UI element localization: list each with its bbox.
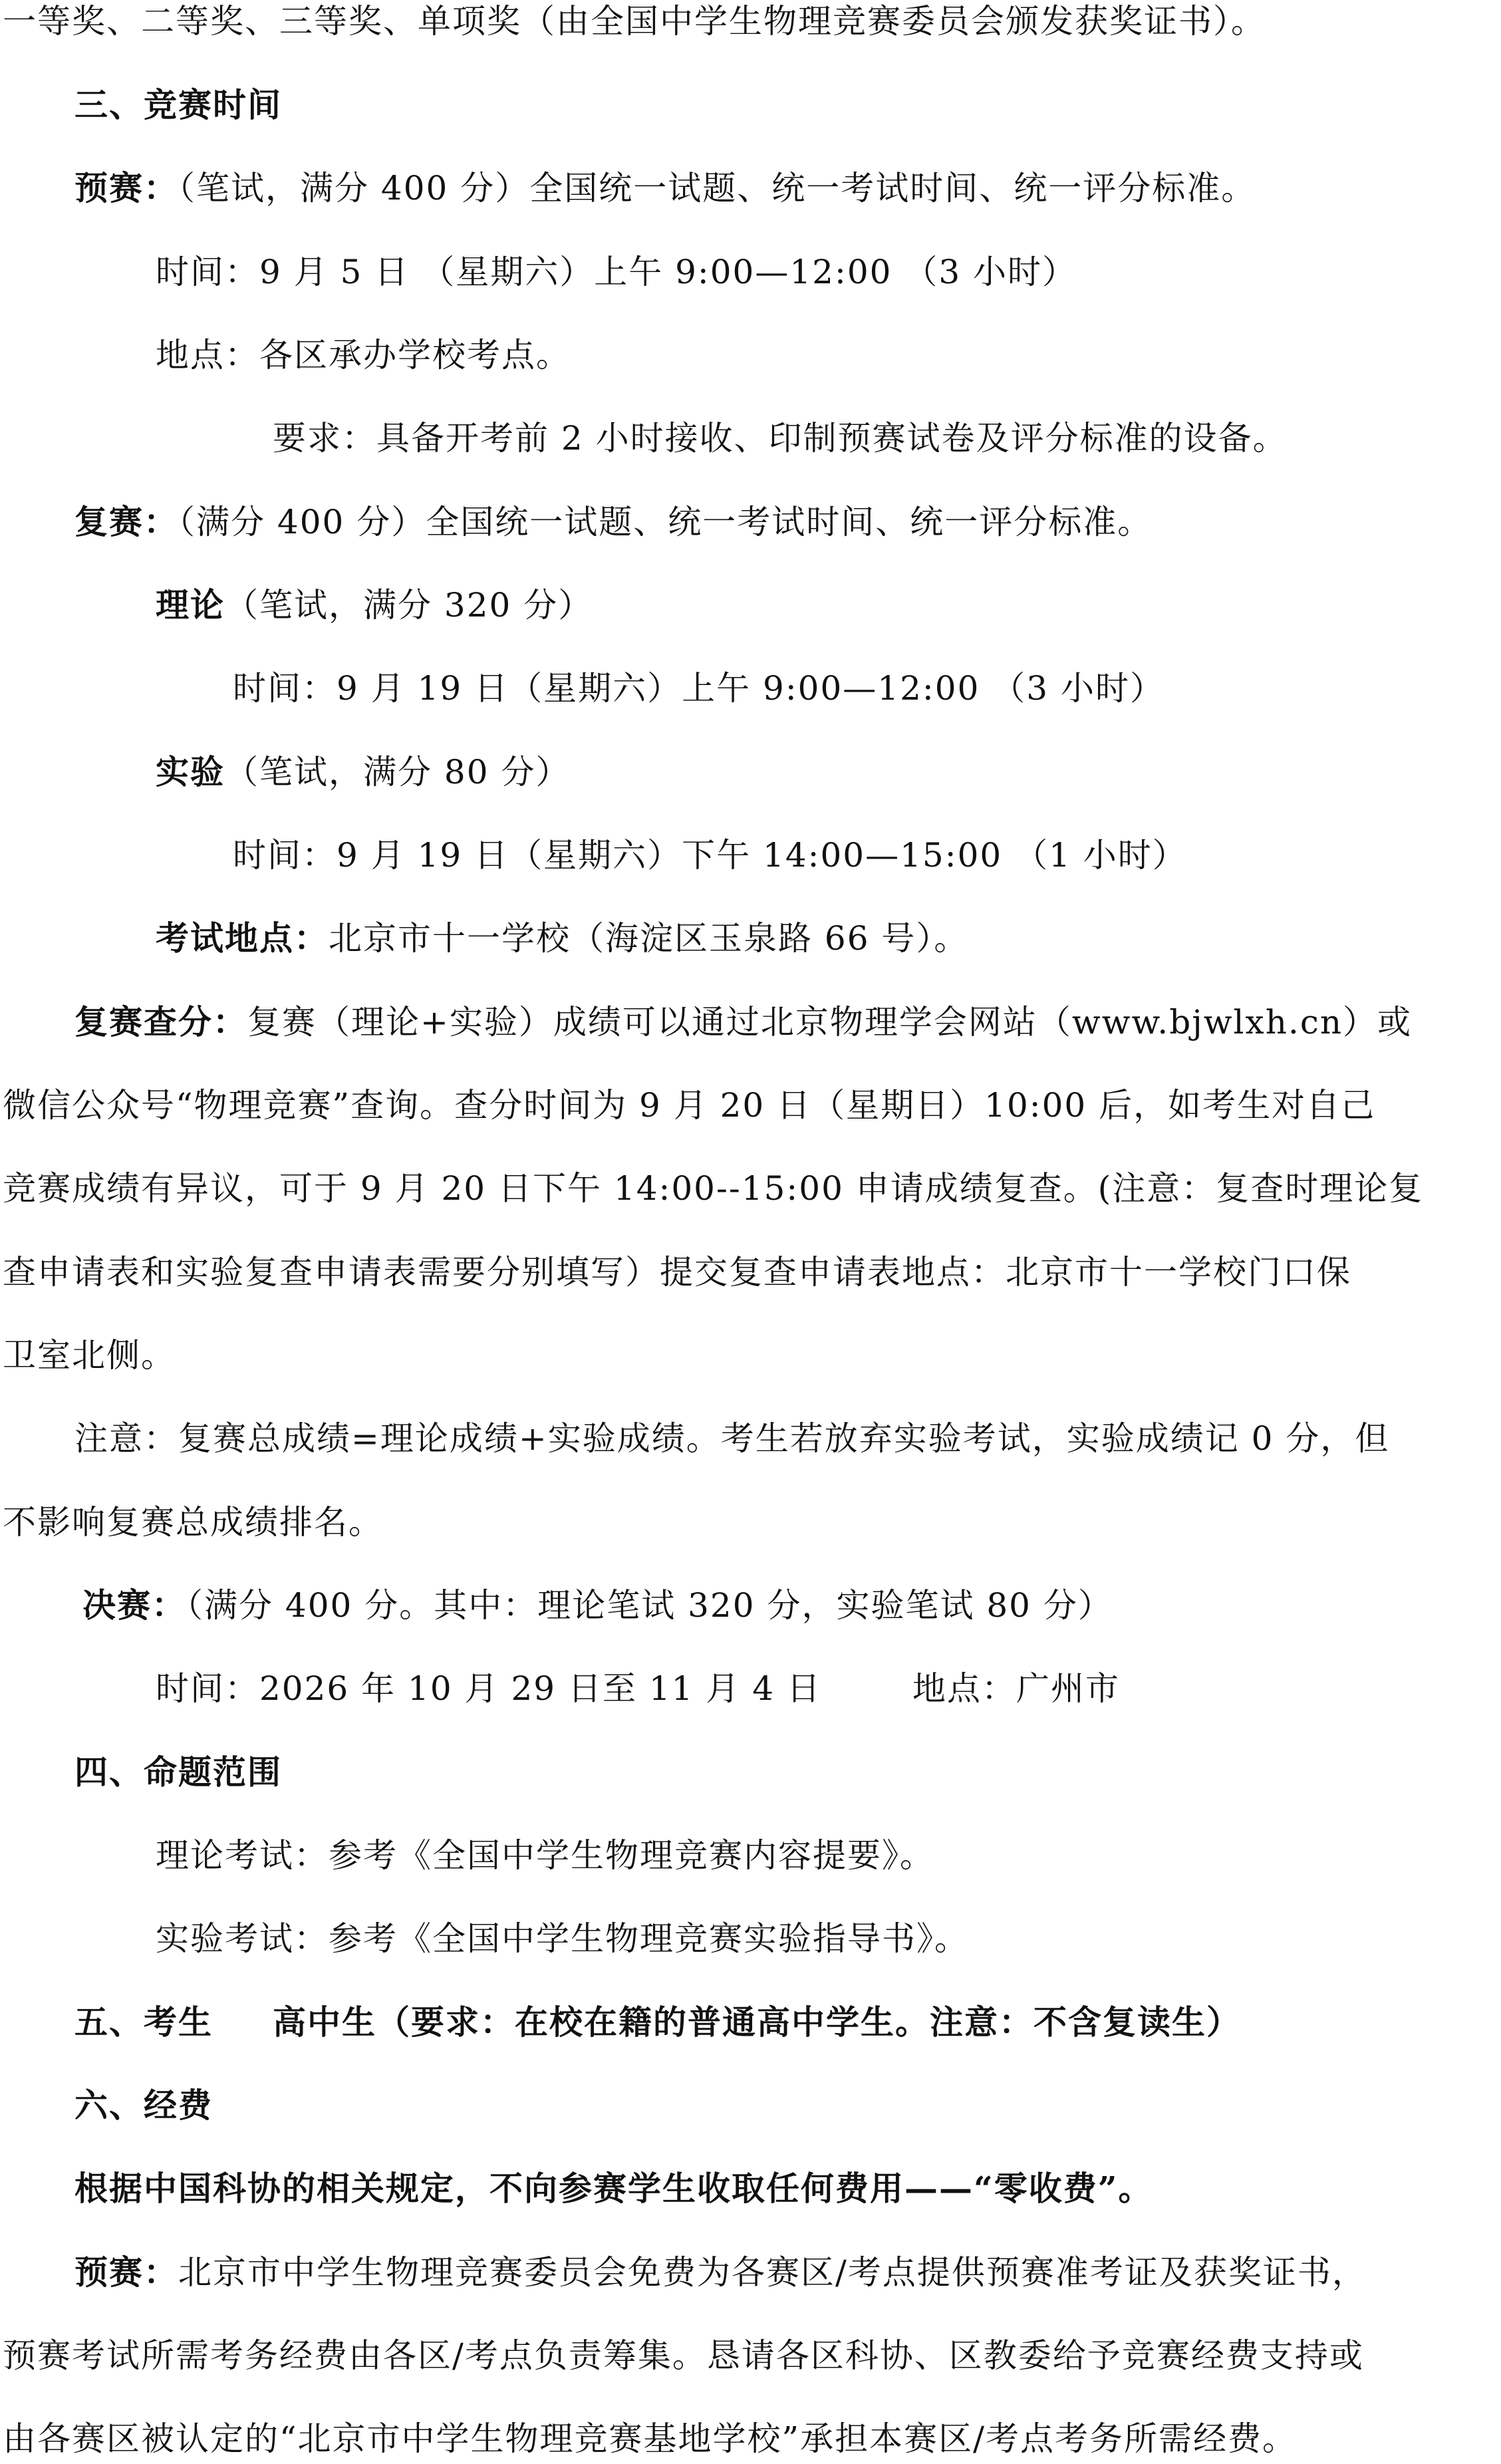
candidates-line: [273, 2002, 1241, 2042]
score-query-label: 复赛查分：: [74, 1002, 247, 1041]
preliminary-location-line: [156, 335, 571, 375]
score-query-line: [74, 1002, 1412, 1042]
preliminary-funding-line-2: [3, 2336, 1364, 2376]
score-query-text-5: 卫室北侧。: [3, 1336, 176, 1375]
score-query-text-4: 查申请表和实验复查申请表需要分别填写）提交复查申请表地点：北京市十一学校门口保: [3, 1253, 1351, 1292]
preliminary-funding-line: [74, 2253, 1367, 2292]
section-heading-text: 三、竞赛时间: [74, 85, 282, 124]
final-time-line: [156, 1669, 821, 1709]
section-heading-scope: [74, 1752, 282, 1792]
note-text: 注意：复赛总成绩=理论成绩+实验成绩。考生若放弃实验考试，实验成绩记 0 分，但: [74, 1419, 1390, 1458]
note-text-2: 不影响复赛总成绩排名。: [3, 1503, 383, 1542]
semifinal-line: [74, 502, 1152, 542]
theory-label: 理论: [156, 585, 225, 624]
zero-fee-line: [74, 2169, 1153, 2209]
preliminary-time-text: 时间：9 月 5 日 （星期六）上午 9:00—12:00 （3 小时）: [156, 253, 1077, 291]
final-label: 决赛：: [82, 1585, 186, 1625]
theory-exam-scope-text: 理论考试：参考《全国中学生物理竞赛内容提要》。: [156, 1836, 934, 1875]
exam-location-label: 考试地点：: [156, 918, 329, 958]
experiment-text: （笔试，满分 80 分）: [225, 753, 571, 791]
preliminary-line: [74, 168, 1256, 208]
preliminary-funding-text: 北京市中学生物理竞赛委员会免费为各赛区/考点提供预赛准考证及获奖证书，: [178, 2253, 1367, 2292]
experiment-line: [156, 752, 570, 792]
awards-text: 一等奖、二等奖、三等奖、单项奖（由全国中学生物理竞赛委员会颁发获奖证书）。: [3, 2, 1266, 41]
exam-location-text: 北京市十一学校（海淀区玉泉路 66 号）。: [329, 919, 969, 958]
semifinal-text: （满分 400 分）全国统一试题、统一考试时间、统一评分标准。: [178, 503, 1153, 541]
experiment-time-line: [233, 835, 1187, 875]
score-query-line-4: [3, 1252, 1351, 1292]
exam-location-line: [156, 918, 968, 958]
section-heading-funding-text: 六、经费: [74, 2086, 213, 2125]
note-line: [74, 1419, 1389, 1458]
preliminary-location-text: 地点：各区承办学校考点。: [156, 336, 571, 374]
theory-time-line: [233, 668, 1164, 708]
score-query-line-3: [3, 1168, 1423, 1208]
semifinal-label: 复赛：: [74, 502, 178, 541]
score-query-text-3: 竞赛成绩有异议，可于 9 月 20 日下午 14:00--15:00 申请成绩复查。(注意：复查时理论复: [3, 1169, 1424, 1208]
experiment-exam-scope-text: 实验考试：参考《全国中学生物理竞赛实验指导书》。: [156, 1919, 969, 1958]
final-time-text: 时间：2026 年 10 月 29 日至 11 月 4 日: [156, 1669, 821, 1708]
theory-exam-scope-line: [156, 1836, 934, 1875]
final-text: （满分 400 分。其中：理论笔试 320 分，实验笔试 80 分）: [186, 1586, 1113, 1625]
score-query-text: 复赛（理论+实验）成绩可以通过北京物理学会网站（www.bjwlxh.cn）或: [247, 1003, 1413, 1041]
awards-line: [3, 1, 1266, 41]
theory-line: [156, 585, 593, 625]
candidates-text: 高中生（要求：在校在籍的普通高中学生。注意：不含复读生）: [273, 2002, 1241, 2042]
experiment-label: 实验: [156, 752, 225, 791]
preliminary-text: （笔试，满分 400 分）全国统一试题、统一考试时间、统一评分标准。: [178, 169, 1256, 207]
preliminary-funding-label: 预赛：: [74, 2253, 178, 2292]
experiment-exam-scope-line: [156, 1919, 969, 1959]
note-line-2: [3, 1502, 383, 1542]
section-heading-candidates: [74, 2002, 213, 2042]
score-query-line-2: [3, 1085, 1375, 1125]
final-location-line: [912, 1669, 1120, 1709]
experiment-time-text: 时间：9 月 19 日（星期六）下午 14:00—15:00 （1 小时）: [233, 836, 1187, 875]
preliminary-time-line: [156, 252, 1077, 292]
preliminary-label: 预赛：: [74, 168, 178, 207]
preliminary-funding-text-3: 由各赛区被认定的“北京市中学生物理竞赛基地学校”承担本赛区/考点考务所需经费。: [3, 2419, 1297, 2458]
preliminary-funding-line-3: [3, 2419, 1297, 2459]
final-location-text: 地点：广州市: [912, 1669, 1120, 1708]
preliminary-requirement-line: [273, 418, 1288, 458]
preliminary-funding-text-2: 预赛考试所需考务经费由各区/考点负责筹集。恳请各区科协、区教委给予竞赛经费支持或: [3, 2336, 1364, 2375]
preliminary-requirement-text: 要求：具备开考前 2 小时接收、印制预赛试卷及评分标准的设备。: [273, 419, 1288, 458]
section-heading-candidates-text: 五、考生: [74, 2002, 213, 2042]
section-heading-competition-time: [74, 85, 282, 125]
theory-text: （笔试，满分 320 分）: [225, 586, 593, 624]
theory-time-text: 时间：9 月 19 日（星期六）上午 9:00—12:00 （3 小时）: [233, 669, 1164, 708]
score-query-text-2: 微信公众号“物理竞赛”查询。查分时间为 9 月 20 日（星期日）10:00 后，如考生对自己: [3, 1086, 1376, 1125]
score-query-line-5: [3, 1335, 176, 1375]
section-heading-funding: [74, 2086, 213, 2125]
zero-fee-text: 根据中国科协的相关规定，不向参赛学生收取任何费用——“零收费”。: [74, 2169, 1153, 2208]
final-line: [82, 1585, 1113, 1625]
section-heading-scope-text: 四、命题范围: [74, 1752, 282, 1792]
